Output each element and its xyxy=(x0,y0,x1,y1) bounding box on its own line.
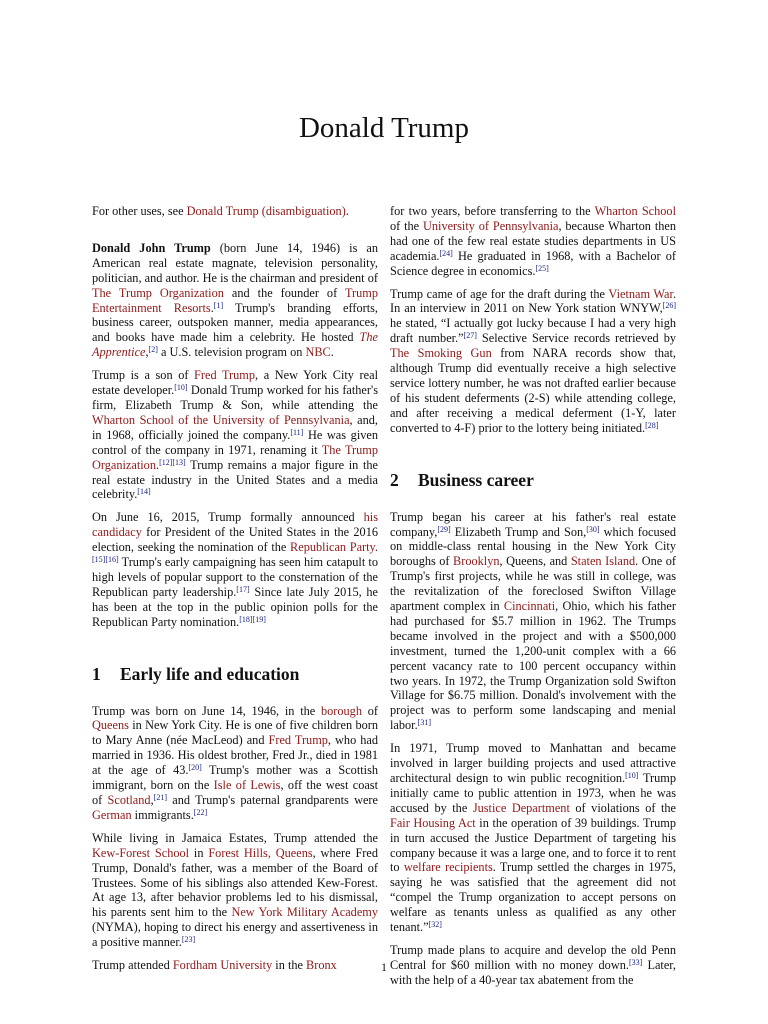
text: Trump's mother was a Scottish immigrant, born on the xyxy=(92,763,379,793)
hatnote-text: For other uses, see xyxy=(92,204,187,218)
text: Trump was born on June 14, 1946, in the xyxy=(92,703,321,718)
text: , off the west coast of xyxy=(92,778,379,807)
citation[interactable]: [33] xyxy=(628,957,643,967)
text: Trump initially came to public attention in 1973, when he was accused by the xyxy=(390,771,676,815)
section-heading-early-life xyxy=(92,664,378,684)
text: and Trump's paternal grandparents were xyxy=(166,793,378,807)
link-kew-forest-school[interactable]: Kew-Forest School xyxy=(92,845,190,860)
citation[interactable]: [22] xyxy=(193,807,208,817)
section-title: Early life and education xyxy=(120,663,300,684)
section-number: 2 xyxy=(390,469,399,490)
link-borough[interactable]: borough xyxy=(320,703,362,718)
citation[interactable]: [23] xyxy=(181,935,196,945)
text: . One of Trump's first projects, while he was still in college, was the revitalization of the foreclosed Swifton Village apartment complex in xyxy=(390,554,676,614)
text: . In an interview in 2011 on New York station WNYW, xyxy=(390,286,677,316)
text: in New York City. He is one of five children born to Mary Anne (née MacLeod) and xyxy=(92,718,378,748)
page-title: Donald Trump xyxy=(298,112,469,144)
link-fred-trump[interactable]: Fred Trump xyxy=(194,368,256,383)
page-number: 1 xyxy=(381,960,387,974)
early-life-paragraph-2 xyxy=(92,831,378,950)
link-new-york-military-academy[interactable]: New York Military Academy xyxy=(231,905,378,920)
italic-title: The Apprentice xyxy=(92,330,378,360)
text: , and, in 1968, officially joined the company. xyxy=(92,412,378,442)
text: . xyxy=(374,540,378,555)
text: , Queens, and xyxy=(499,554,571,569)
text: , where Fred Trump, Donald's father, was a member of the Board of Trustees. Some of his siblings also attended Kew-Forest. At age 13, after behavior problems led to his dismissal, his parents sent him to the xyxy=(92,845,378,920)
text: . xyxy=(155,457,160,472)
link-fordham-university[interactable]: Fordham University xyxy=(172,958,273,973)
link-trump-entertainment-resorts[interactable]: Trump Entertainment Resorts xyxy=(92,285,378,315)
link-scotland[interactable]: Scotland xyxy=(107,793,151,807)
text: Donald Trump worked for his father's firm, Elizabeth Trump & Son, while attending the xyxy=(92,383,378,412)
citation[interactable]: [18][19] xyxy=(239,614,266,624)
hatnote xyxy=(92,204,378,219)
citation[interactable]: [32] xyxy=(428,920,442,930)
link-german[interactable]: German xyxy=(92,807,132,822)
text: , who had married in 1936. His oldest brother, Fred Jr., died in 1981 at the age of 43. xyxy=(92,733,379,778)
text: . xyxy=(210,300,214,315)
text: for President of the United States in the 2016 election, seeking the nomination of the xyxy=(92,525,378,555)
text: from NARA records show that, although Trump did eventually receive a high selective service lottery number, he was not drafted earlier because of his student deferments (2-S) while attending college, and after receiving a medical deferment (1-Y, later converted to 4-F) prior to the lottery being initiated. xyxy=(390,346,677,435)
text: Since late July 2015, he has been at the top in the public opinion polls for the Republican Party nomination. xyxy=(92,584,378,629)
link-welfare-recipients[interactable]: welfare recipients xyxy=(403,860,493,875)
link-brooklyn[interactable]: Brooklyn xyxy=(453,554,500,569)
bold-name: Donald John Trump xyxy=(92,240,211,255)
right-column xyxy=(390,204,676,996)
citation[interactable]: [12][13] xyxy=(159,457,186,467)
link-disambiguation[interactable]: Donald Trump (disambiguation) xyxy=(186,204,346,218)
text: immigrants. xyxy=(131,807,194,822)
link-forest-hills-queens[interactable]: Forest Hills, Queens xyxy=(208,845,313,860)
citation[interactable]: [29] xyxy=(437,524,451,534)
text: of violations of the xyxy=(569,800,676,815)
link-isle-of-lewis[interactable]: Isle of Lewis xyxy=(213,778,281,793)
text: Trump began his career at his father's real estate company, xyxy=(390,509,676,539)
link-trump-organization[interactable]: The Trump Organization xyxy=(92,285,224,300)
text: He was given control of the company in 1971, renaming it xyxy=(92,427,378,457)
link-fred-trump[interactable]: Fred Trump xyxy=(268,733,328,748)
text: for two years, before transferring to the xyxy=(390,204,595,218)
link-the-smoking-gun[interactable]: The Smoking Gun xyxy=(390,346,492,361)
text: Selective Service records retrieved by xyxy=(476,331,676,346)
text: Elizabeth Trump and Son, xyxy=(450,524,587,539)
text: , Ohio, which his father had purchased for $5.7 million in 1962. The Trumps became involved in the project and with a $500,000 investment, turned the 1,200-unit complex with a 66 percent vacancy rate to 100 percent occupancy within two years. In 1972, the Trump Organization sold Swifton Village for $6.75 million. Donald's involvement with the project was to perform some landscaping and menial labor. xyxy=(390,599,676,733)
citation[interactable]: [27] xyxy=(463,331,477,341)
citation[interactable]: [21] xyxy=(153,793,167,802)
citation[interactable]: [20] xyxy=(188,763,202,773)
citation[interactable]: [30] xyxy=(586,524,600,534)
citation[interactable]: [15][16] xyxy=(92,555,119,565)
link-cincinnati[interactable]: Cincinnati xyxy=(503,599,556,614)
link-wharton-school[interactable]: Wharton School xyxy=(594,204,676,218)
business-paragraph-1 xyxy=(390,510,676,734)
text: Trump came of age for the draft during the xyxy=(390,286,609,301)
section-title: Business career xyxy=(418,469,534,490)
text: Later, with the help of a 40-year tax abatement from the xyxy=(390,957,676,987)
citation[interactable]: [26] xyxy=(662,301,676,311)
text: a U.S. television program on xyxy=(157,345,306,360)
citation[interactable]: [17] xyxy=(236,584,250,594)
text: . Trump settled the charges in 1975, saying he was satisfied that the agreement did not “compel the Trump organization to accept persons on welfare as tenants unless as qualified as any other tenant.” xyxy=(390,860,676,935)
link-bronx[interactable]: Bronx xyxy=(306,958,337,973)
citation[interactable]: [25] xyxy=(535,263,549,273)
citation[interactable]: [1] xyxy=(213,300,224,310)
text: , xyxy=(150,793,154,807)
citation[interactable]: [24] xyxy=(439,248,453,258)
text: Trump is a son of xyxy=(92,368,195,383)
business-paragraph-2 xyxy=(390,741,676,935)
text: in the xyxy=(272,958,307,973)
link-queens[interactable]: Queens xyxy=(92,718,129,733)
link-wharton-school-upenn[interactable]: Wharton School of the University of Pennsylvania xyxy=(92,412,350,427)
text: which focused on middle-class rental housing in the New York City boroughs of xyxy=(390,524,676,569)
early-life-paragraph-3-cont xyxy=(390,204,676,279)
left-column xyxy=(92,204,378,981)
text: While living in Jamaica Estates, Trump attended the xyxy=(92,830,378,845)
link-his-candidacy[interactable]: his candidacy xyxy=(92,510,378,540)
hatnote-text: . xyxy=(345,204,349,218)
section-heading-business-career xyxy=(390,470,676,490)
text: Trump attended xyxy=(92,958,173,973)
early-life-paragraph-1 xyxy=(92,704,378,823)
link-staten-island[interactable]: Staten Island xyxy=(570,554,636,569)
text: in xyxy=(189,845,209,860)
text: in the operation of 39 buildings. Trump in turn accused the Justice Department of targeting his company because it was a large one, and to force it to rent to xyxy=(390,815,676,875)
text: he stated, “I actually got lucky because I had a very high draft number.” xyxy=(390,316,676,346)
citation[interactable]: [14] xyxy=(137,487,151,497)
text: Trump's branding efforts, business career, outspoken manner, media appearances, and books have made him a celebrity. He hosted xyxy=(92,300,379,345)
text: He graduated in 1968, with a Bachelor of Science degree in economics. xyxy=(390,248,676,278)
link-justice-department[interactable]: Justice Department xyxy=(472,800,570,815)
intro-paragraph-3 xyxy=(92,510,378,629)
text: On June 16, 2015, Trump formally announced xyxy=(92,510,364,525)
section-number: 1 xyxy=(92,663,101,684)
text: and the founder of xyxy=(223,285,345,300)
citation[interactable]: [2] xyxy=(148,345,158,355)
intro-paragraph-1 xyxy=(92,241,378,360)
text: of xyxy=(361,703,378,718)
citation[interactable]: [31] xyxy=(417,718,431,728)
link-the-trump-organization[interactable]: The Trump Organization xyxy=(92,442,379,472)
citation[interactable]: [28] xyxy=(645,420,659,430)
citation[interactable]: [10] xyxy=(174,383,188,393)
text: . xyxy=(330,345,334,360)
citation[interactable]: [10] xyxy=(625,771,639,780)
text: Trump made plans to acquire and develop the old Penn Central for $60 million with no money down. xyxy=(390,942,676,972)
text: Trump remains a major figure in the real estate industry in the United States and a media celebrity. xyxy=(92,457,378,502)
intro-paragraph-2 xyxy=(92,368,378,502)
text: , because Wharton then had one of the few real estate studies departments in US academia. xyxy=(390,218,676,263)
link-republican-party[interactable]: Republican Party xyxy=(290,540,375,555)
link-university-of-pennsylvania[interactable]: University of Pennsylvania xyxy=(423,218,559,233)
text: , xyxy=(145,345,149,360)
text: of the xyxy=(390,218,423,233)
link-vietnam-war[interactable]: Vietnam War xyxy=(608,286,673,301)
citation[interactable]: [11] xyxy=(290,427,304,437)
text: (born June 14, 1946) is an American real estate magnate, television personality, politician, and author. He is the chairman and president of xyxy=(92,240,378,285)
link-fair-housing-act[interactable]: Fair Housing Act xyxy=(390,815,476,830)
text: (NYMA), hoping to direct his energy and assertiveness in a positive manner. xyxy=(92,920,378,950)
link-nbc[interactable]: NBC xyxy=(305,345,331,360)
text: , a New York City real estate developer. xyxy=(92,368,378,398)
text: In 1971, Trump moved to Manhattan and became involved in larger building projects and used attractive architectural design to win public recognition. xyxy=(390,741,676,785)
early-life-paragraph-4 xyxy=(390,287,676,436)
text: Trump's early campaigning has seen him catapult to high levels of popular support to the consternation of the Republican party leadership. xyxy=(92,555,378,599)
